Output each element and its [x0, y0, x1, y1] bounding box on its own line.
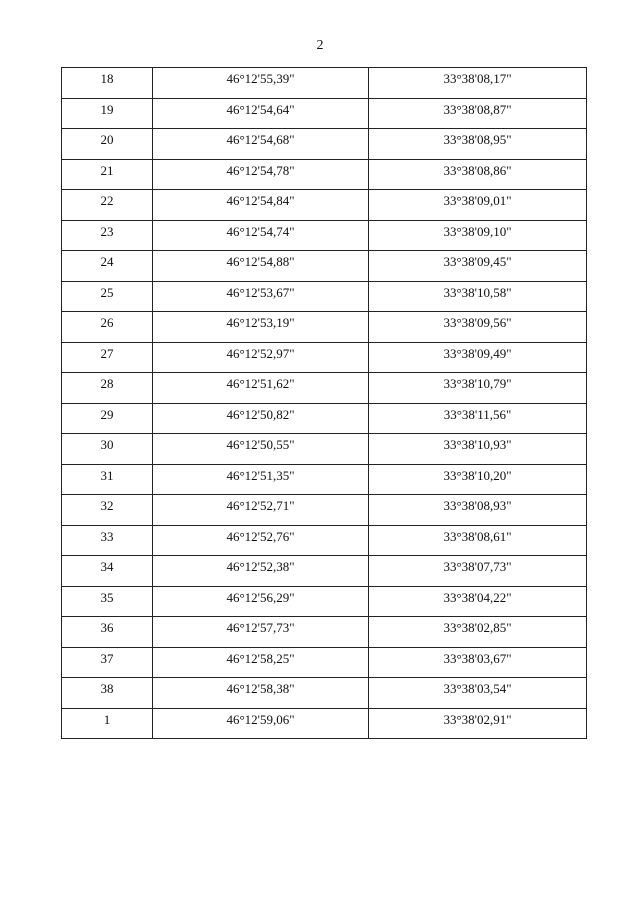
latitude-cell [153, 556, 369, 587]
point-number-cell [62, 129, 153, 160]
latitude-cell [153, 190, 369, 221]
latitude: 46°12'54,88" [226, 254, 295, 269]
longitude-cell [369, 647, 587, 678]
point-number: 25 [100, 284, 114, 300]
point-number: 31 [100, 467, 114, 483]
longitude: 33°38'10,93" [443, 437, 512, 452]
latitude-cell [153, 464, 369, 495]
latitude-cell [153, 495, 369, 526]
longitude: 33°38'07,73" [443, 559, 512, 574]
table-row [62, 434, 587, 465]
latitude: 46°12'53,67" [226, 284, 295, 300]
table-row [62, 617, 587, 648]
table-row [62, 403, 587, 434]
latitude-cell [153, 525, 369, 556]
latitude-cell [153, 129, 369, 160]
latitude: 46°12'54,78" [226, 162, 295, 178]
latitude-cell [153, 586, 369, 617]
longitude-cell [369, 68, 587, 99]
longitude: 33°38'09,45" [443, 254, 512, 269]
table-row [62, 251, 587, 282]
point-number-cell [62, 190, 153, 221]
latitude-cell [153, 342, 369, 373]
latitude-cell [153, 312, 369, 343]
latitude-cell [153, 251, 369, 282]
longitude: 33°38'11,56" [443, 406, 512, 422]
longitude: 33°38'08,17" [443, 71, 512, 86]
point-number-cell [62, 403, 153, 434]
point-number: 1 [103, 711, 111, 727]
point-number-cell [62, 708, 153, 739]
longitude-cell [369, 251, 587, 282]
table-row [62, 220, 587, 251]
latitude-cell [153, 373, 369, 404]
point-number-cell [62, 98, 153, 129]
latitude: 46°12'53,19" [226, 315, 295, 330]
longitude: 33°38'03,67" [443, 650, 512, 666]
table-row [62, 342, 587, 373]
longitude-cell [369, 220, 587, 251]
point-number-cell [62, 525, 153, 556]
point-number: 35 [100, 589, 114, 605]
longitude: 33°38'08,86" [443, 162, 512, 178]
longitude-cell [369, 495, 587, 526]
longitude: 33°38'10,79" [443, 376, 512, 391]
longitude-cell [369, 373, 587, 404]
point-number-cell [62, 434, 153, 465]
longitude-cell [369, 617, 587, 648]
latitude: 46°12'50,55" [226, 437, 295, 452]
longitude-cell [369, 708, 587, 739]
longitude: 33°38'08,95" [443, 132, 512, 147]
point-number-cell [62, 220, 153, 251]
latitude: 46°12'57,73" [226, 620, 295, 635]
longitude: 33°38'08,61" [443, 528, 512, 544]
latitude: 46°12'54,84" [226, 193, 295, 208]
point-number-cell [62, 68, 153, 99]
latitude: 46°12'51,62" [226, 376, 295, 391]
longitude-cell [369, 525, 587, 556]
point-number-cell [62, 312, 153, 343]
latitude-cell [153, 281, 369, 312]
table-row [62, 678, 587, 709]
point-number-cell [62, 556, 153, 587]
longitude-cell [369, 159, 587, 190]
point-number: 20 [100, 132, 114, 147]
longitude-cell [369, 312, 587, 343]
table-row [62, 647, 587, 678]
point-number: 28 [100, 376, 114, 391]
table-row [62, 68, 587, 99]
longitude: 33°38'09,10" [443, 223, 512, 239]
longitude-cell [369, 190, 587, 221]
point-number: 34 [100, 559, 114, 574]
latitude: 46°12'52,71" [226, 498, 295, 513]
latitude: 46°12'59,06" [226, 711, 295, 727]
point-number: 29 [100, 406, 114, 422]
latitude-cell [153, 220, 369, 251]
table-row [62, 708, 587, 739]
table-row [62, 556, 587, 587]
point-number: 26 [100, 315, 114, 330]
longitude: 33°38'08,87" [443, 101, 512, 117]
table-row [62, 495, 587, 526]
point-number: 27 [100, 345, 114, 361]
latitude-cell [153, 647, 369, 678]
longitude-cell [369, 434, 587, 465]
latitude-cell [153, 708, 369, 739]
table-row [62, 525, 587, 556]
table-row [62, 586, 587, 617]
longitude: 33°38'09,01" [443, 193, 512, 208]
latitude-cell [153, 403, 369, 434]
latitude-cell [153, 98, 369, 129]
point-number-cell [62, 281, 153, 312]
point-number: 32 [100, 498, 114, 513]
point-number-cell [62, 159, 153, 190]
longitude-cell [369, 129, 587, 160]
latitude-cell [153, 678, 369, 709]
longitude: 33°38'08,93" [443, 498, 512, 513]
point-number: 24 [100, 254, 114, 269]
longitude-cell [369, 586, 587, 617]
point-number-cell [62, 464, 153, 495]
point-number-cell [62, 251, 153, 282]
point-number-cell [62, 617, 153, 648]
point-number: 18 [100, 71, 114, 86]
latitude: 46°12'52,38" [226, 559, 295, 574]
longitude: 33°38'09,56" [443, 315, 512, 330]
longitude: 33°38'10,58" [443, 284, 512, 300]
longitude-cell [369, 556, 587, 587]
longitude: 33°38'09,49" [443, 345, 512, 361]
longitude-cell [369, 281, 587, 312]
point-number-cell [62, 647, 153, 678]
latitude: 46°12'51,35" [226, 467, 295, 483]
point-number: 38 [100, 681, 114, 696]
point-number: 19 [100, 101, 114, 117]
latitude-cell [153, 159, 369, 190]
latitude: 46°12'54,68" [226, 132, 295, 147]
longitude: 33°38'10,20" [443, 467, 512, 483]
table-row [62, 312, 587, 343]
point-number: 30 [100, 437, 114, 452]
latitude-cell [153, 617, 369, 648]
point-number: 37 [100, 650, 114, 666]
table-row [62, 98, 587, 129]
page-number: 2 [316, 38, 324, 53]
longitude: 33°38'04,22" [443, 589, 512, 605]
point-number-cell [62, 342, 153, 373]
point-number-cell [62, 586, 153, 617]
point-number: 22 [100, 193, 114, 208]
longitude-cell [369, 464, 587, 495]
point-number-cell [62, 373, 153, 404]
latitude: 46°12'56,29" [226, 589, 295, 605]
point-number-cell [62, 678, 153, 709]
table-row [62, 373, 587, 404]
latitude: 46°12'52,97" [226, 345, 295, 361]
longitude-cell [369, 98, 587, 129]
longitude-cell [369, 403, 587, 434]
coordinates-table [61, 67, 587, 739]
table-row [62, 281, 587, 312]
latitude: 46°12'58,38" [226, 681, 295, 696]
latitude: 46°12'54,64" [226, 101, 295, 117]
latitude: 46°12'50,82" [226, 406, 295, 422]
table-row [62, 129, 587, 160]
table-row [62, 464, 587, 495]
latitude-cell [153, 434, 369, 465]
latitude: 46°12'58,25" [226, 650, 295, 666]
latitude: 46°12'54,74" [226, 223, 295, 239]
point-number: 23 [100, 223, 114, 239]
longitude-cell [369, 678, 587, 709]
latitude-cell [153, 68, 369, 99]
point-number: 21 [100, 162, 114, 178]
table-row [62, 190, 587, 221]
longitude: 33°38'02,91" [443, 711, 512, 727]
point-number-cell [62, 495, 153, 526]
longitude: 33°38'02,85" [443, 620, 512, 635]
table-row [62, 159, 587, 190]
longitude: 33°38'03,54" [443, 681, 512, 696]
latitude: 46°12'52,76" [226, 528, 295, 544]
point-number: 36 [100, 620, 114, 635]
latitude: 46°12'55,39" [226, 71, 295, 86]
longitude-cell [369, 342, 587, 373]
point-number: 33 [100, 528, 114, 544]
